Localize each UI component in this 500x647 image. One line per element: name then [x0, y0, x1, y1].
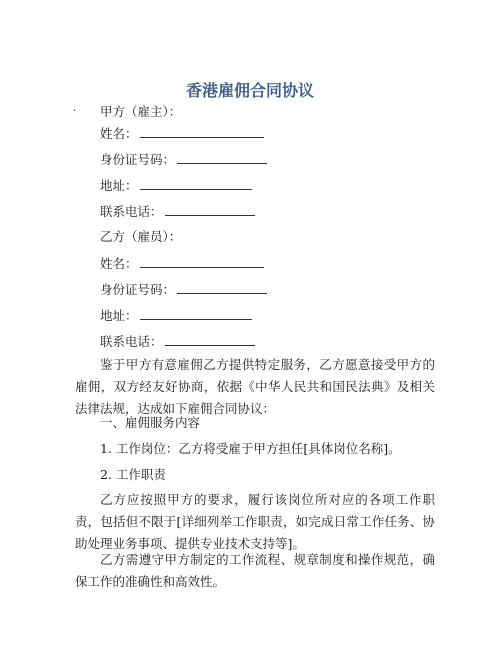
- party-a-name-blank: [140, 125, 264, 138]
- party-b-id-row: [100, 281, 267, 298]
- compliance-paragraph: 乙方需遵守甲方制定的工作流程、规章制度和操作规范，确保工作的准确性和高效性。: [75, 552, 435, 589]
- party-b-id-blank: [177, 281, 267, 294]
- party-b-address-label: 地址：: [100, 308, 138, 323]
- party-a-address-row: [100, 177, 252, 194]
- party-b-id-label: 身份证号码：: [100, 282, 176, 297]
- duties-paragraph: 乙方应按照甲方的要求，履行该岗位所对应的各项工作职责，包括但不限于[详细列举工作职责，如完成日常工作任务、协助处理业务事项、提供专业技术支持等]。: [75, 492, 435, 551]
- intro-paragraph: 鉴于甲方有意雇佣乙方提供特定服务，乙方愿意接受甲方的雇佣，双方经友好协商，依据《中华人民共和国民法典》及相关法律法规，达成如下雇佣合同协议：: [75, 357, 435, 416]
- party-b-address-row: [100, 307, 252, 324]
- item1: 1. 工作岗位：乙方将受雇于甲方担任[具体岗位名称]。: [100, 441, 401, 456]
- party-a-id-row: [100, 151, 267, 168]
- party-a-address-label: 地址：: [100, 178, 138, 193]
- party-a-id-blank: [177, 151, 267, 164]
- item2: 2. 工作职责: [100, 467, 166, 482]
- party-b-name-row: [100, 255, 264, 272]
- party-b-heading: 乙方（雇员）：: [100, 229, 182, 244]
- party-a-id-label: 身份证号码：: [100, 152, 176, 167]
- party-a-phone-row: [100, 203, 255, 220]
- party-b-address-blank: [140, 307, 252, 320]
- party-a-name-row: [100, 125, 264, 142]
- party-b-phone-row: [100, 333, 255, 350]
- party-a-phone-label: 联系电话：: [100, 204, 163, 219]
- party-b-name-blank: [140, 255, 264, 268]
- party-b-phone-blank: [165, 333, 255, 346]
- party-a-phone-blank: [165, 203, 255, 216]
- party-a-name-label: 姓名：: [100, 126, 138, 141]
- bullet-mark: ·: [73, 106, 77, 117]
- party-b-phone-label: 联系电话：: [100, 334, 163, 349]
- section1-heading: 一、雇佣服务内容: [100, 415, 201, 430]
- document-title: 香港雇佣合同协议: [185, 81, 314, 100]
- party-b-name-label: 姓名：: [100, 256, 138, 271]
- party-a-address-blank: [140, 177, 252, 190]
- party-a-heading: 甲方（雇主）：: [100, 104, 182, 119]
